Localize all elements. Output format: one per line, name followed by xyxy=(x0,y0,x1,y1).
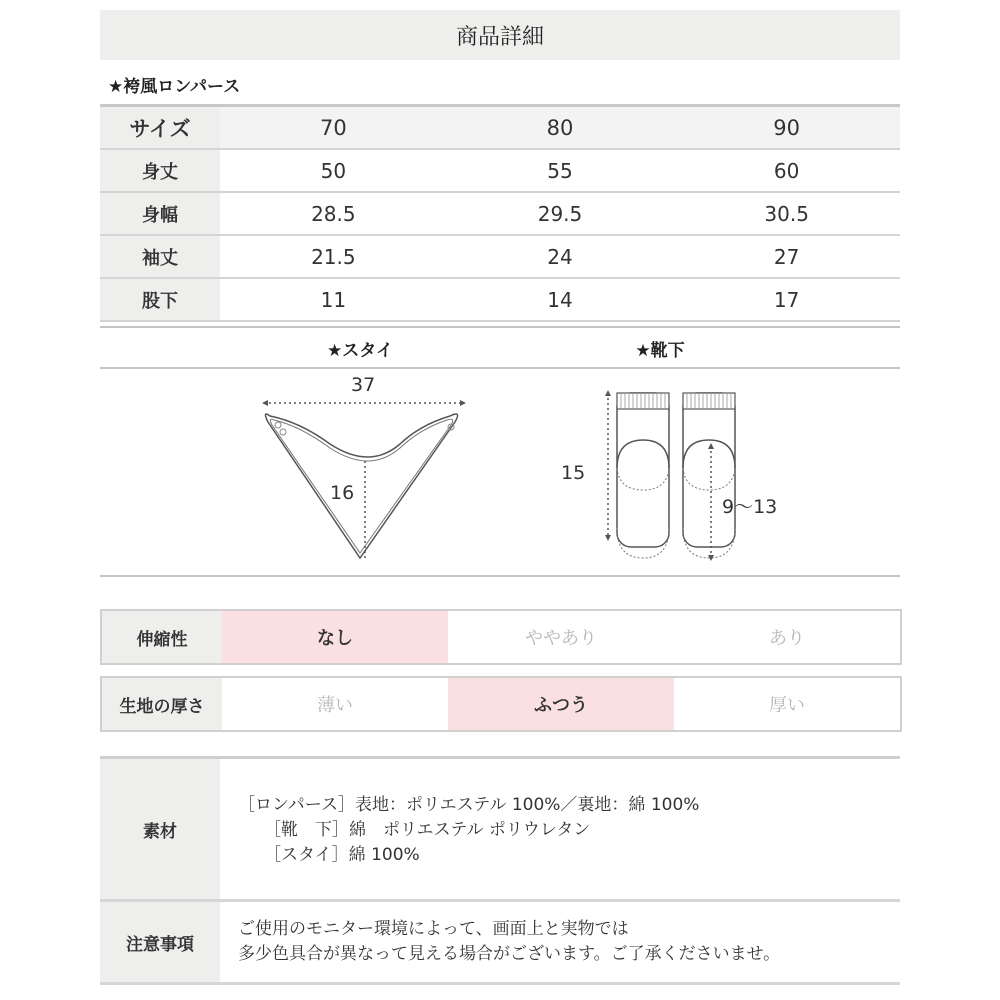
thickness-option-thick: 厚い xyxy=(769,695,805,716)
size-table xyxy=(100,107,900,322)
table-row xyxy=(100,235,900,278)
stretch-option-some: ややあり xyxy=(525,628,597,649)
thickness-option-thin: 薄い xyxy=(317,695,353,716)
cell: 14 xyxy=(447,278,674,321)
stretch-option-yes: あり xyxy=(769,628,805,649)
size-header-row xyxy=(100,107,900,149)
table-row xyxy=(100,192,900,235)
divider xyxy=(100,326,900,328)
cell: 28.5 xyxy=(220,192,447,235)
notes-label: 注意事項 xyxy=(100,902,220,982)
cell: 11 xyxy=(220,278,447,321)
cell: 50 xyxy=(220,149,447,192)
thickness-label: 生地の厚さ xyxy=(102,678,222,730)
table-row xyxy=(100,278,900,321)
notes-line-1: ご使用のモニター環境によって、画面上と実物では xyxy=(238,919,629,939)
material-line-socks: ［靴 下］綿 ポリエステル ポリウレタン xyxy=(264,820,591,840)
cell: 21.5 xyxy=(220,235,447,278)
bib-height: 16 xyxy=(330,482,355,504)
cell: 17 xyxy=(673,278,900,321)
cell: 29.5 xyxy=(447,192,674,235)
cell: 24 xyxy=(447,235,674,278)
socks-label: ★靴下 xyxy=(635,341,685,361)
cell: 27 xyxy=(673,235,900,278)
stretch-option-none: なし xyxy=(222,611,448,663)
cell: 55 xyxy=(447,149,674,192)
page-title: 商品詳細 xyxy=(100,10,900,60)
socks-foot-size: 9〜13 xyxy=(722,496,778,518)
size-80: 80 xyxy=(447,107,674,149)
row-label: 袖丈 xyxy=(100,235,220,278)
size-header-label: サイズ xyxy=(100,107,220,149)
divider xyxy=(100,367,900,369)
thickness-option-normal: ふつう xyxy=(448,678,674,730)
table-row xyxy=(100,149,900,192)
stretch-rating xyxy=(100,609,902,665)
thickness-rating xyxy=(100,676,902,732)
notes-row xyxy=(100,902,900,985)
socks-diagram-icon xyxy=(595,388,755,568)
divider xyxy=(100,575,900,577)
materials-row xyxy=(100,759,900,902)
row-label: 身幅 xyxy=(100,192,220,235)
bib-diagram-icon xyxy=(240,370,490,570)
material-line-bib: ［スタイ］綿 100% xyxy=(264,845,420,865)
size-70: 70 xyxy=(220,107,447,149)
cell: 60 xyxy=(673,149,900,192)
stretch-label: 伸縮性 xyxy=(102,611,222,663)
size-90: 90 xyxy=(673,107,900,149)
bib-width: 37 xyxy=(351,374,376,396)
row-label: 身丈 xyxy=(100,149,220,192)
cell: 30.5 xyxy=(673,192,900,235)
bib-label: ★スタイ xyxy=(327,341,393,361)
row-label: 股下 xyxy=(100,278,220,321)
materials-label: 素材 xyxy=(100,759,220,899)
socks-length: 15 xyxy=(561,462,586,484)
material-line-romper: ［ロンパース］表地：ポリエステル 100%／裏地：綿 100% xyxy=(238,795,700,815)
info-table xyxy=(100,756,900,985)
notes-line-2: 多少色具合が異なって見える場合がございます。ご了承くださいませ。 xyxy=(238,944,781,964)
romper-section-label: ★袴風ロンパース xyxy=(108,77,241,97)
